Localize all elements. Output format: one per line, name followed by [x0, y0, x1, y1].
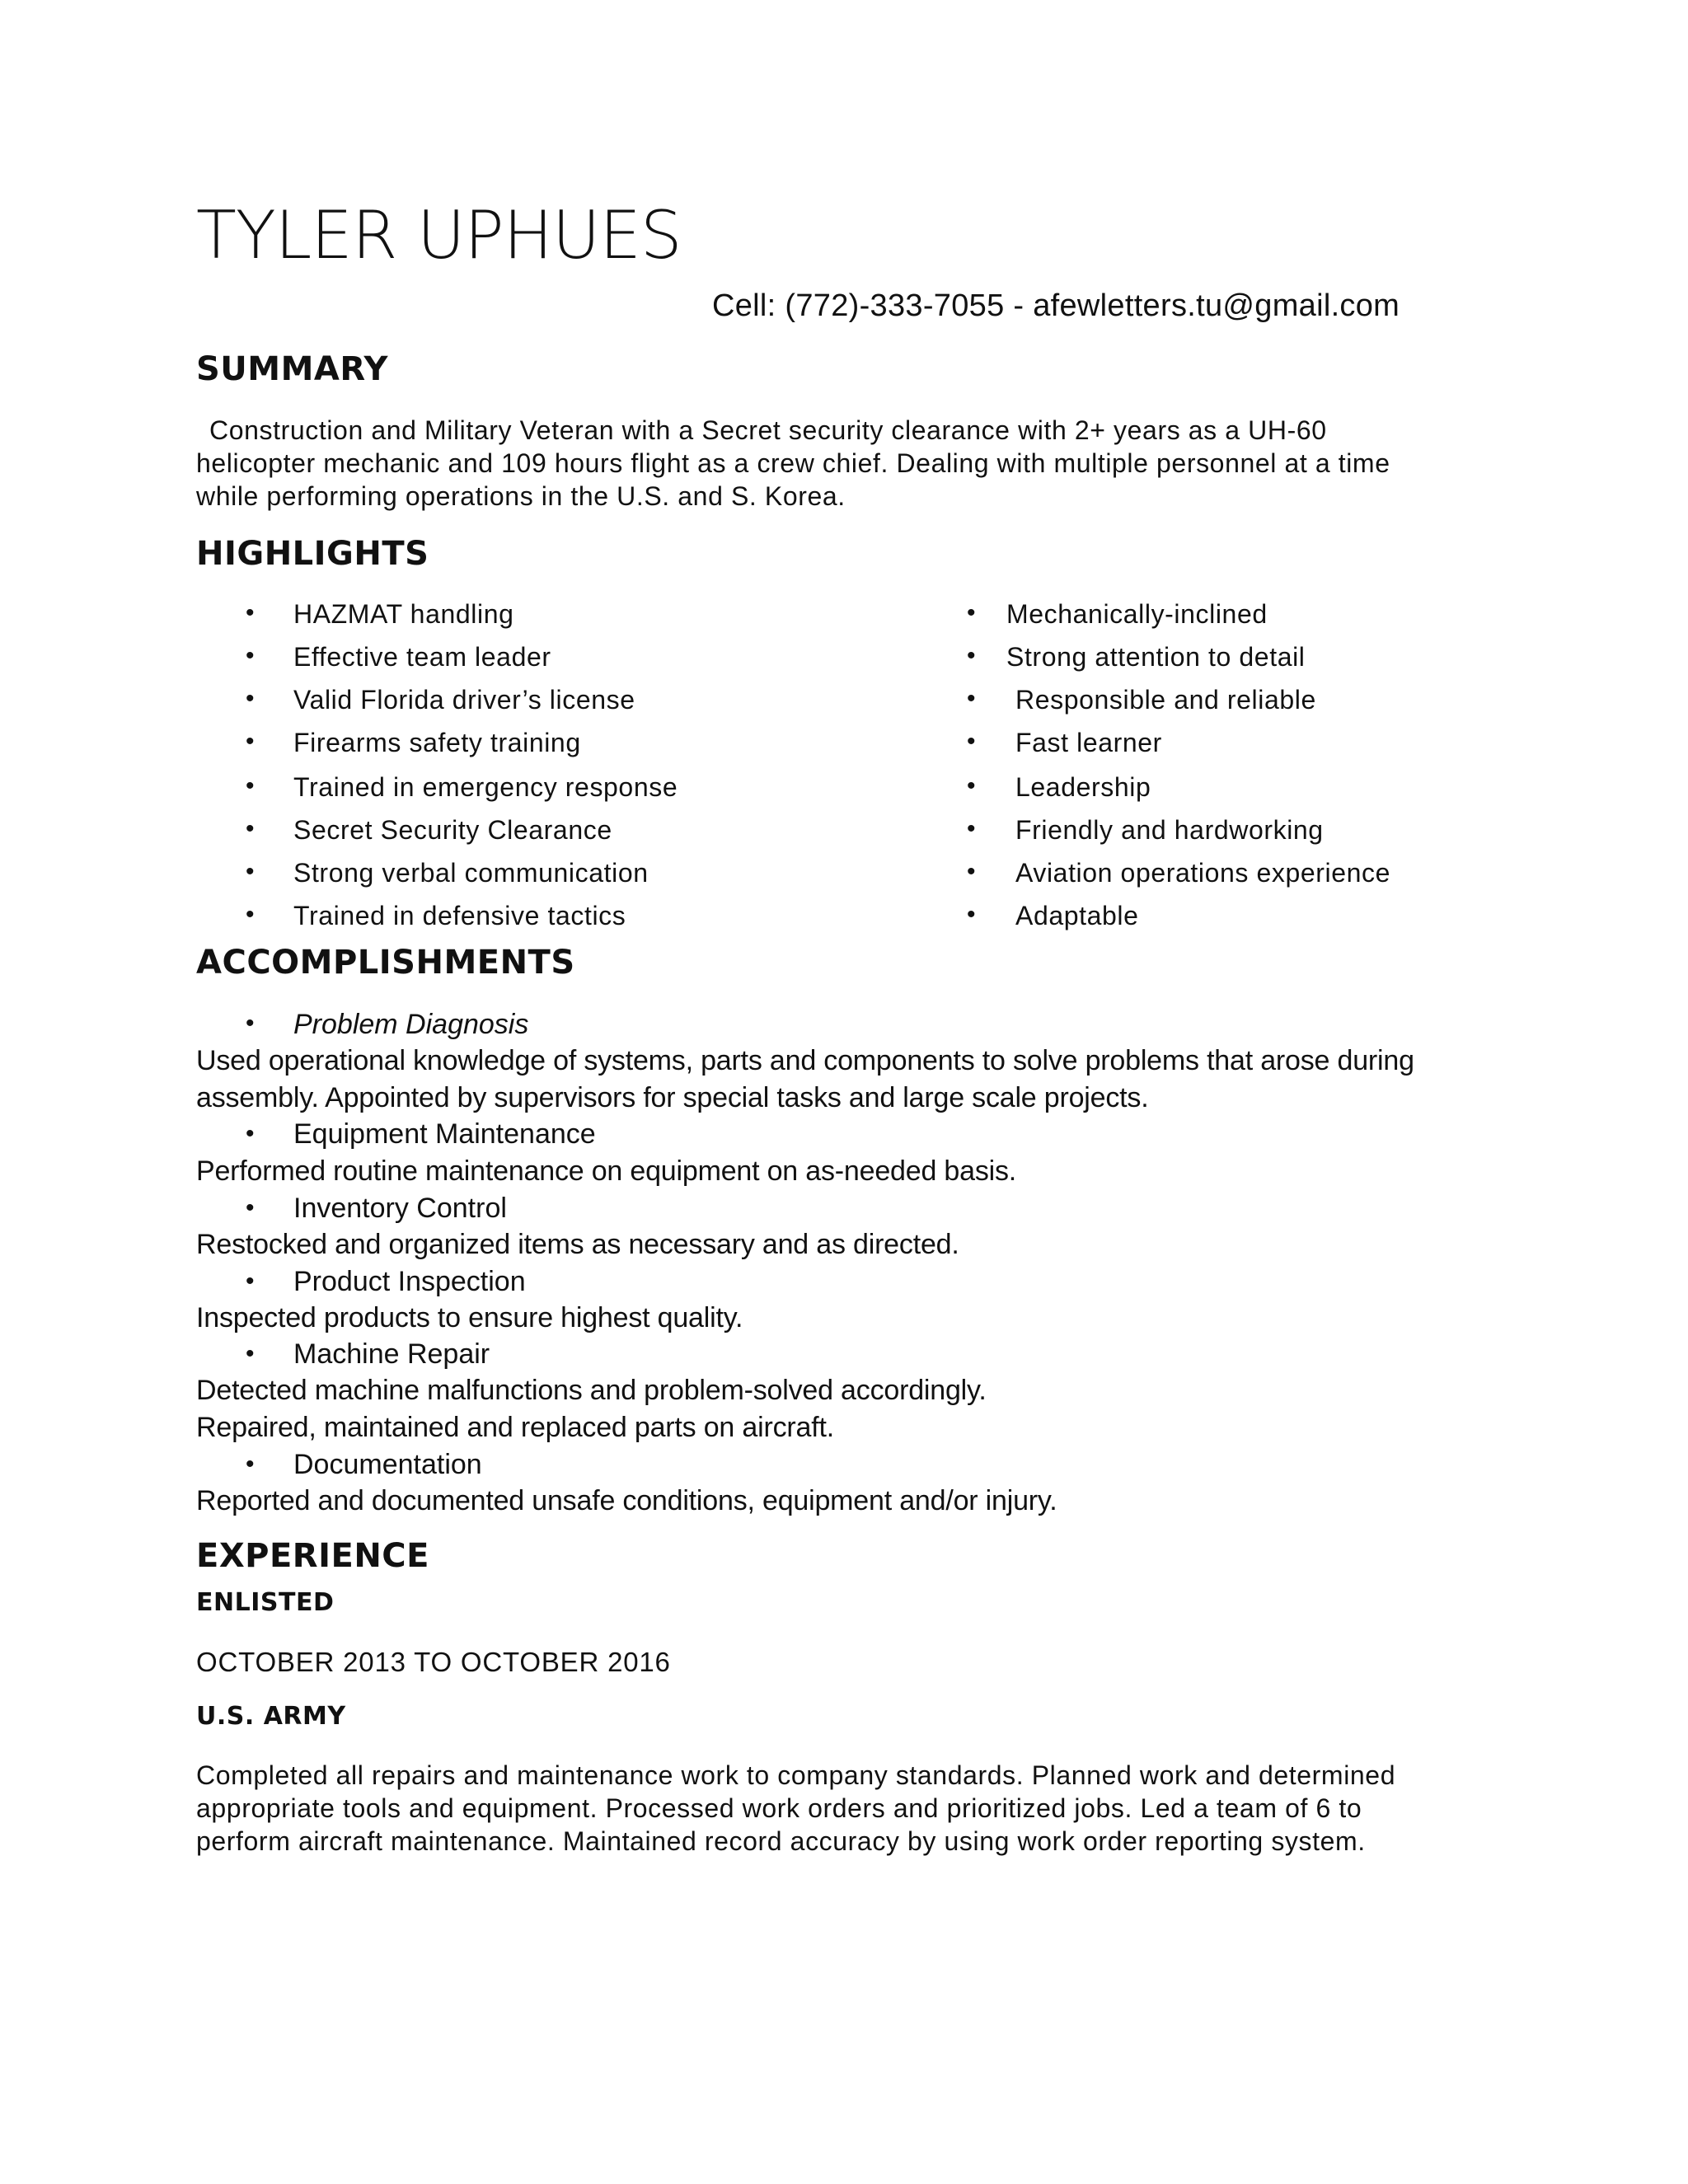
highlight-item: Aviation operations experience: [1015, 858, 1391, 888]
highlight-item: Trained in defensive tactics: [293, 901, 626, 930]
experience-line: appropriate tools and equipment. Processed work orders and prioritized jobs. Led a team of 6 to: [196, 1793, 1362, 1823]
accomplishment-detail: Reported and documented unsafe conditions, equipment and/or injury.: [196, 1485, 1057, 1516]
experience-line: perform aircraft maintenance. Maintained record accuracy by using work order reporting system.: [196, 1826, 1366, 1856]
bullet: •: [246, 1340, 255, 1367]
highlights-heading: HIGHLIGHTS: [196, 535, 429, 573]
highlight-item: Secret Security Clearance: [293, 815, 612, 845]
highlight-item: Strong attention to detail: [1006, 642, 1306, 672]
experience-heading: EXPERIENCE: [196, 1537, 429, 1575]
bullet: •: [967, 685, 976, 712]
bullet: •: [246, 858, 255, 885]
bullet: •: [246, 1120, 255, 1147]
accomplishment-detail: Detected machine malfunctions and problem-solved accordingly.: [196, 1375, 987, 1406]
highlight-item: Firearms safety training: [293, 728, 581, 757]
accomplishments-heading: ACCOMPLISHMENTS: [196, 944, 575, 982]
accomplishment-detail: Restocked and organized items as necessary and as directed.: [196, 1229, 959, 1260]
summary-heading: SUMMARY: [196, 350, 388, 388]
accomplishment-detail: assembly. Appointed by supervisors for special tasks and large scale projects.: [196, 1082, 1149, 1113]
bullet: •: [967, 772, 976, 799]
job-title: ENLISTED: [196, 1588, 335, 1617]
contact-info: Cell: (772)-333-7055 - afewletters.tu@gmail.com: [712, 288, 1400, 323]
bullet: •: [246, 815, 255, 842]
highlight-item: Fast learner: [1015, 728, 1162, 757]
highlight-item: Trained in emergency response: [293, 772, 678, 802]
accomplishment-title: Problem Diagnosis: [293, 1009, 529, 1040]
accomplishment-title: Documentation: [293, 1449, 482, 1480]
employment-dates: OCTOBER 2013 TO OCTOBER 2016: [196, 1647, 671, 1677]
bullet: •: [246, 599, 255, 626]
highlight-item: HAZMAT handling: [293, 599, 514, 629]
experience-description: [196, 1759, 1482, 1858]
highlight-item: Adaptable: [1015, 901, 1139, 930]
experience-line: Completed all repairs and maintenance work to company standards. Planned work and determined: [196, 1760, 1396, 1790]
accomplishment-detail: Inspected products to ensure highest quality.: [196, 1302, 743, 1333]
bullet: •: [246, 728, 255, 755]
highlight-item: Leadership: [1015, 772, 1151, 802]
bullet: •: [967, 599, 976, 626]
bullet: •: [246, 901, 255, 928]
bullet: •: [967, 642, 976, 669]
bullet: •: [246, 642, 255, 669]
bullet: •: [246, 685, 255, 712]
bullet: •: [246, 1010, 255, 1037]
highlight-item: Mechanically-inclined: [1006, 599, 1268, 629]
bullet: •: [246, 1268, 255, 1295]
candidate-name: TYLER UPHUES: [196, 197, 682, 274]
highlight-item: Strong verbal communication: [293, 858, 649, 888]
bullet: •: [246, 1451, 255, 1478]
accomplishment-title: Equipment Maintenance: [293, 1118, 596, 1150]
accomplishment-detail: Performed routine maintenance on equipment on as-needed basis.: [196, 1155, 1017, 1187]
highlight-item: Responsible and reliable: [1015, 685, 1316, 715]
bullet: •: [246, 772, 255, 799]
summary-text: [196, 414, 1482, 513]
bullet: •: [967, 901, 976, 928]
accomplishment-title: Product Inspection: [293, 1266, 526, 1297]
accomplishment-detail: Used operational knowledge of systems, parts and components to solve problems that arose during: [196, 1045, 1414, 1076]
highlight-item: Effective team leader: [293, 642, 551, 672]
highlight-item: Valid Florida driver’s license: [293, 685, 635, 715]
summary-line: helicopter mechanic and 109 hours flight as a crew chief. Dealing with multiple personnel at a time: [196, 448, 1390, 478]
bullet: •: [967, 858, 976, 885]
employer-name: U.S. ARMY: [196, 1702, 346, 1731]
highlight-item: Friendly and hardworking: [1015, 815, 1324, 845]
accomplishment-title: Inventory Control: [293, 1193, 507, 1224]
bullet: •: [246, 1194, 255, 1221]
accomplishment-detail: Repaired, maintained and replaced parts on aircraft.: [196, 1412, 834, 1443]
bullet: •: [967, 728, 976, 755]
accomplishment-title: Machine Repair: [293, 1338, 490, 1370]
summary-line: while performing operations in the U.S. and S. Korea.: [196, 481, 846, 511]
summary-line: Construction and Military Veteran with a Secret security clearance with 2+ years as a UH-60: [209, 415, 1327, 445]
bullet: •: [967, 815, 976, 842]
